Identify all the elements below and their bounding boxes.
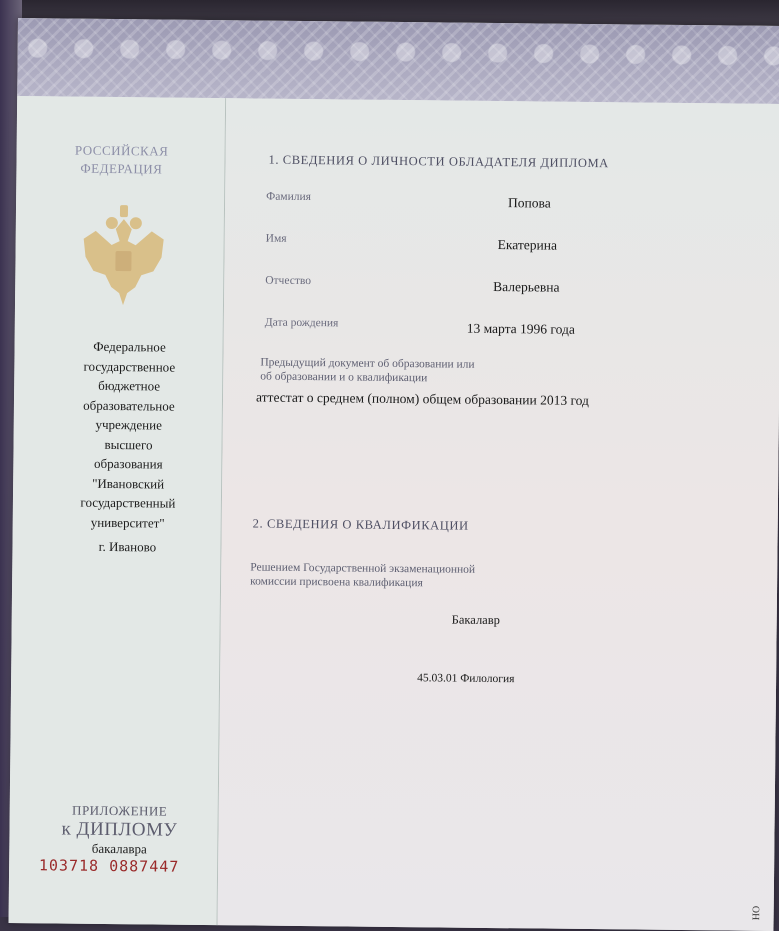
serial-number: 103718 0887447 <box>38 856 180 876</box>
institution-line: образования <box>93 455 163 472</box>
appendix-title: ПРИЛОЖЕНИЕ <box>72 802 168 819</box>
prev-doc-label-line2: об образовании и о квалификации <box>260 370 428 385</box>
institution-line: университет" <box>90 514 165 531</box>
birthdate-label: Дата рождения <box>264 316 339 330</box>
prev-doc-label-line1: Предыдущий документ об образовании или <box>260 356 475 371</box>
patronymic-value: Валерьевна <box>493 278 560 295</box>
institution-line: государственное <box>83 358 176 375</box>
section2-title: 2. СВЕДЕНИЯ О КВАЛИФИКАЦИИ <box>252 516 469 533</box>
prev-doc-value: аттестат о среднем (полном) общем образовании 2013 год <box>255 389 590 408</box>
institution-line: высшего <box>104 436 153 452</box>
institution-line: бюджетное <box>98 377 161 394</box>
right-panel <box>217 98 779 931</box>
coat-of-arms-icon <box>75 201 172 314</box>
qualification-value: Бакалавр <box>451 612 501 628</box>
city: г. Иваново <box>98 538 157 555</box>
birthdate-value: 13 марта 1996 года <box>466 320 575 337</box>
institution-name <box>53 336 205 533</box>
appendix-degree: бакалавра <box>91 840 147 857</box>
decision-line2: комиссии присвоена квалификация <box>250 575 423 590</box>
country-line2: ФЕДЕРАЦИЯ <box>80 160 163 177</box>
institution-line: государственный <box>80 494 176 511</box>
section1-title: 1. СВЕДЕНИЯ О ЛИЧНОСТИ ОБЛАДАТЕЛЯ ДИПЛОМА <box>268 152 609 171</box>
institution-line: учреждение <box>95 416 162 433</box>
institution-line: образовательное <box>83 397 175 414</box>
decision-line1: Решением Государственной экзаменационной <box>250 561 476 576</box>
specialty-value: 45.03.01 Филология <box>417 672 515 686</box>
name-value: Екатерина <box>497 237 558 253</box>
country-title <box>56 141 186 178</box>
name-label: Имя <box>265 232 287 245</box>
edge-text: ОН <box>749 905 761 921</box>
appendix-subtitle: к ДИПЛОМУ <box>61 818 178 841</box>
surname-label: Фамилия <box>266 190 312 204</box>
institution-line: "Ивановский <box>92 475 165 492</box>
diploma-appendix-sheet <box>9 18 779 931</box>
surname-value: Попова <box>508 195 551 211</box>
guilloche-band <box>17 18 779 104</box>
country-line1: РОССИЙСКАЯ <box>74 142 169 159</box>
institution-line: Федеральное <box>93 338 166 355</box>
patronymic-label: Отчество <box>265 274 312 288</box>
